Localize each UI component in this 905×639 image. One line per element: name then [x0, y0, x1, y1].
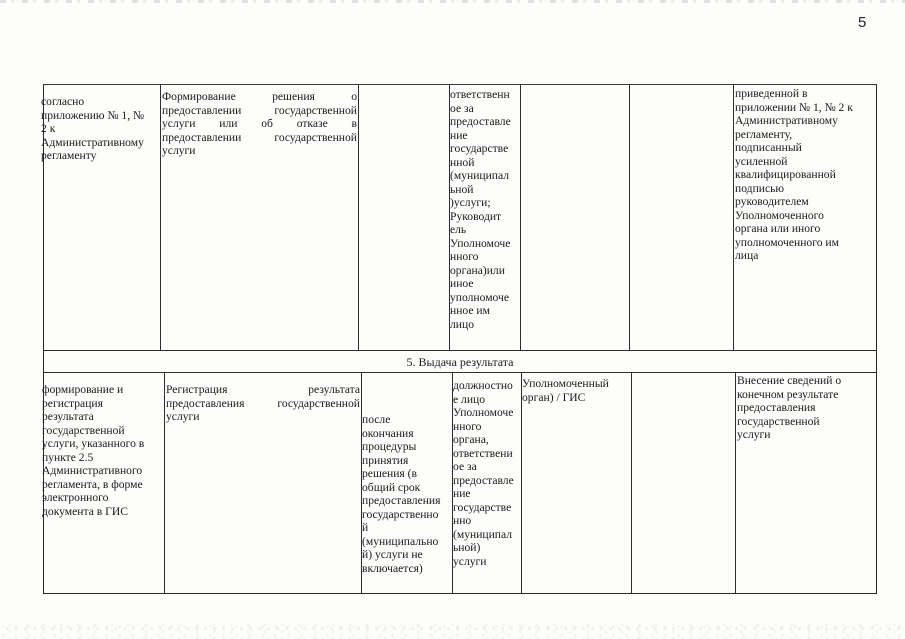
cell-line: Руководит: [450, 209, 502, 223]
cell-line: Административному: [735, 114, 838, 127]
word: государственной: [274, 103, 357, 117]
cell-line: усиленной: [735, 154, 788, 168]
word: в: [351, 117, 357, 130]
cell-line: государстве: [450, 142, 509, 155]
row2-basis-cell: [42, 383, 163, 518]
column-divider: [521, 372, 522, 593]
word: предоставлении: [162, 130, 242, 144]
cell-line: пункте 2.5: [42, 450, 94, 464]
column-divider: [733, 85, 734, 350]
word: о: [351, 90, 357, 103]
row2-action-cell: [166, 383, 360, 424]
cell-line: подписью: [735, 181, 785, 195]
cell-line: приложении № 1, № 2 к: [735, 100, 853, 114]
word: государственной: [277, 396, 360, 410]
cell-line: иное: [450, 277, 474, 290]
cell-line: Уполномоче: [450, 236, 511, 250]
cell-line: Уполномоченный: [522, 377, 609, 390]
row1-basis-cell: [41, 95, 159, 163]
cell-line: после: [362, 413, 391, 426]
cell-line: ние: [453, 487, 471, 500]
section-title: 5. Выдача результата: [406, 355, 514, 369]
cell-line: ель: [450, 223, 467, 236]
word: предоставления: [166, 396, 245, 410]
cell-line: (муниципально: [362, 534, 439, 548]
cell-line: предоставле: [450, 115, 511, 128]
cell-line: ьной): [453, 541, 481, 554]
cell-line: ответствени: [453, 446, 513, 460]
cell-line: Административному: [41, 135, 144, 149]
cell-line: регламента, в форме: [42, 477, 143, 491]
cell-line: органа или иного: [735, 222, 821, 235]
cell-line: должностно: [453, 379, 513, 392]
cell-line: предоставле: [453, 473, 514, 487]
cell-line: й) услуги не: [362, 548, 423, 561]
row2-system-cell: [522, 377, 630, 404]
cell-line: [166, 410, 360, 424]
cell-line: услуги, указанного в: [42, 437, 145, 450]
word: Регистрация: [166, 383, 228, 396]
word: результата: [308, 383, 360, 396]
cell-line: включается): [362, 561, 423, 575]
column-divider: [160, 85, 161, 350]
row2-responsible-cell: [453, 379, 521, 568]
word: об: [261, 117, 273, 130]
cell-line: ьной: [450, 182, 474, 196]
cell-line: регламенту,: [735, 127, 793, 141]
cell-line: государстве: [453, 500, 512, 514]
cell-line: государственной: [737, 414, 820, 428]
cell-line: государственной: [42, 423, 125, 437]
cell-line: документа в ГИС: [42, 504, 128, 518]
word: государственной: [274, 130, 357, 144]
cell-line: нное им: [450, 304, 490, 317]
word: услуги: [166, 410, 200, 423]
cell-line: е лицо: [453, 392, 486, 406]
cell-line: нной: [450, 155, 475, 169]
cell-line: й: [362, 521, 369, 534]
column-divider: [631, 372, 632, 593]
cell-line: ответственн: [450, 88, 510, 101]
word: или: [219, 117, 238, 130]
row1-responsible-cell: [450, 88, 520, 331]
cell-line: приведенной в: [735, 87, 808, 100]
row1-action-cell: [162, 90, 357, 158]
cell-line: [162, 90, 357, 104]
cell-line: уполномоченного им: [735, 235, 839, 249]
cell-line: окончания: [362, 426, 414, 440]
cell-line: электронного: [42, 491, 109, 504]
cell-line: [162, 131, 357, 145]
cell-line: органа,: [453, 433, 489, 446]
cell-line: предоставления: [737, 401, 816, 414]
cell-line: Внесение сведений о: [737, 374, 842, 387]
cell-line: государственно: [362, 507, 439, 521]
cell-line: ние: [450, 128, 468, 142]
cell-line: ое за: [450, 101, 474, 115]
cell-line: Административного: [42, 464, 143, 477]
row2-result-cell: [737, 374, 875, 442]
cell-line: уполномоче: [450, 290, 510, 304]
cell-line: 2 к: [41, 122, 56, 135]
cell-line: нного: [450, 250, 479, 263]
column-divider: [520, 85, 521, 350]
cell-line: [166, 397, 360, 411]
cell-line: ое за: [453, 460, 477, 473]
cell-line: процедуры: [362, 440, 417, 453]
cell-line: Уполномоченного: [735, 208, 824, 222]
word: Формирование: [162, 90, 236, 103]
word: отказе: [296, 117, 328, 130]
scan-artifact-top: [0, 0, 905, 3]
word: услуги: [162, 144, 196, 157]
scan-artifact-bottom: [0, 622, 905, 639]
word: предоставлении: [162, 103, 242, 117]
cell-line: согласно: [41, 95, 85, 108]
row2-deadline-cell: [362, 413, 452, 575]
cell-line: (муниципал: [450, 169, 510, 182]
column-divider: [629, 85, 630, 350]
column-divider: [164, 372, 165, 593]
cell-line: [162, 104, 357, 118]
cell-line: орган) / ГИС: [522, 390, 586, 404]
word: услуги: [162, 117, 196, 130]
cell-line: общий срок: [362, 480, 421, 494]
word: решения: [272, 90, 315, 103]
row-divider: [44, 372, 876, 373]
cell-line: решения (в: [362, 467, 417, 480]
cell-line: приложению № 1, №: [41, 108, 145, 122]
cell-line: формирование и: [42, 383, 124, 396]
cell-line: )услуги;: [450, 196, 491, 209]
cell-line: руководителем: [735, 195, 809, 208]
cell-line: принятия: [362, 453, 409, 467]
cell-line: квалифицированной: [735, 168, 836, 181]
cell-line: предоставления: [362, 494, 441, 507]
cell-line: конечном результате: [737, 387, 839, 401]
cell-line: (муниципал: [453, 527, 513, 541]
cell-line: [166, 383, 360, 397]
page-number: 5: [858, 14, 867, 31]
column-divider: [735, 372, 736, 593]
cell-line: результата: [42, 410, 94, 423]
cell-line: нного: [453, 419, 482, 433]
cell-line: Уполномоче: [453, 406, 514, 419]
cell-line: подписанный: [735, 141, 802, 154]
procedure-table: [43, 84, 877, 594]
cell-line: регистрация: [42, 396, 103, 410]
cell-line: лица: [735, 249, 759, 262]
cell-line: услуги: [737, 428, 771, 441]
cell-line: [162, 144, 357, 158]
cell-line: услуги: [453, 554, 487, 568]
cell-line: регламенту: [41, 149, 97, 162]
row1-result-cell: [735, 87, 875, 263]
cell-line: лицо: [450, 317, 474, 331]
column-divider: [358, 85, 359, 350]
row-divider: [44, 350, 876, 351]
cell-line: нно: [453, 514, 472, 527]
cell-line: органа)или: [450, 263, 505, 277]
cell-line: [162, 117, 357, 131]
